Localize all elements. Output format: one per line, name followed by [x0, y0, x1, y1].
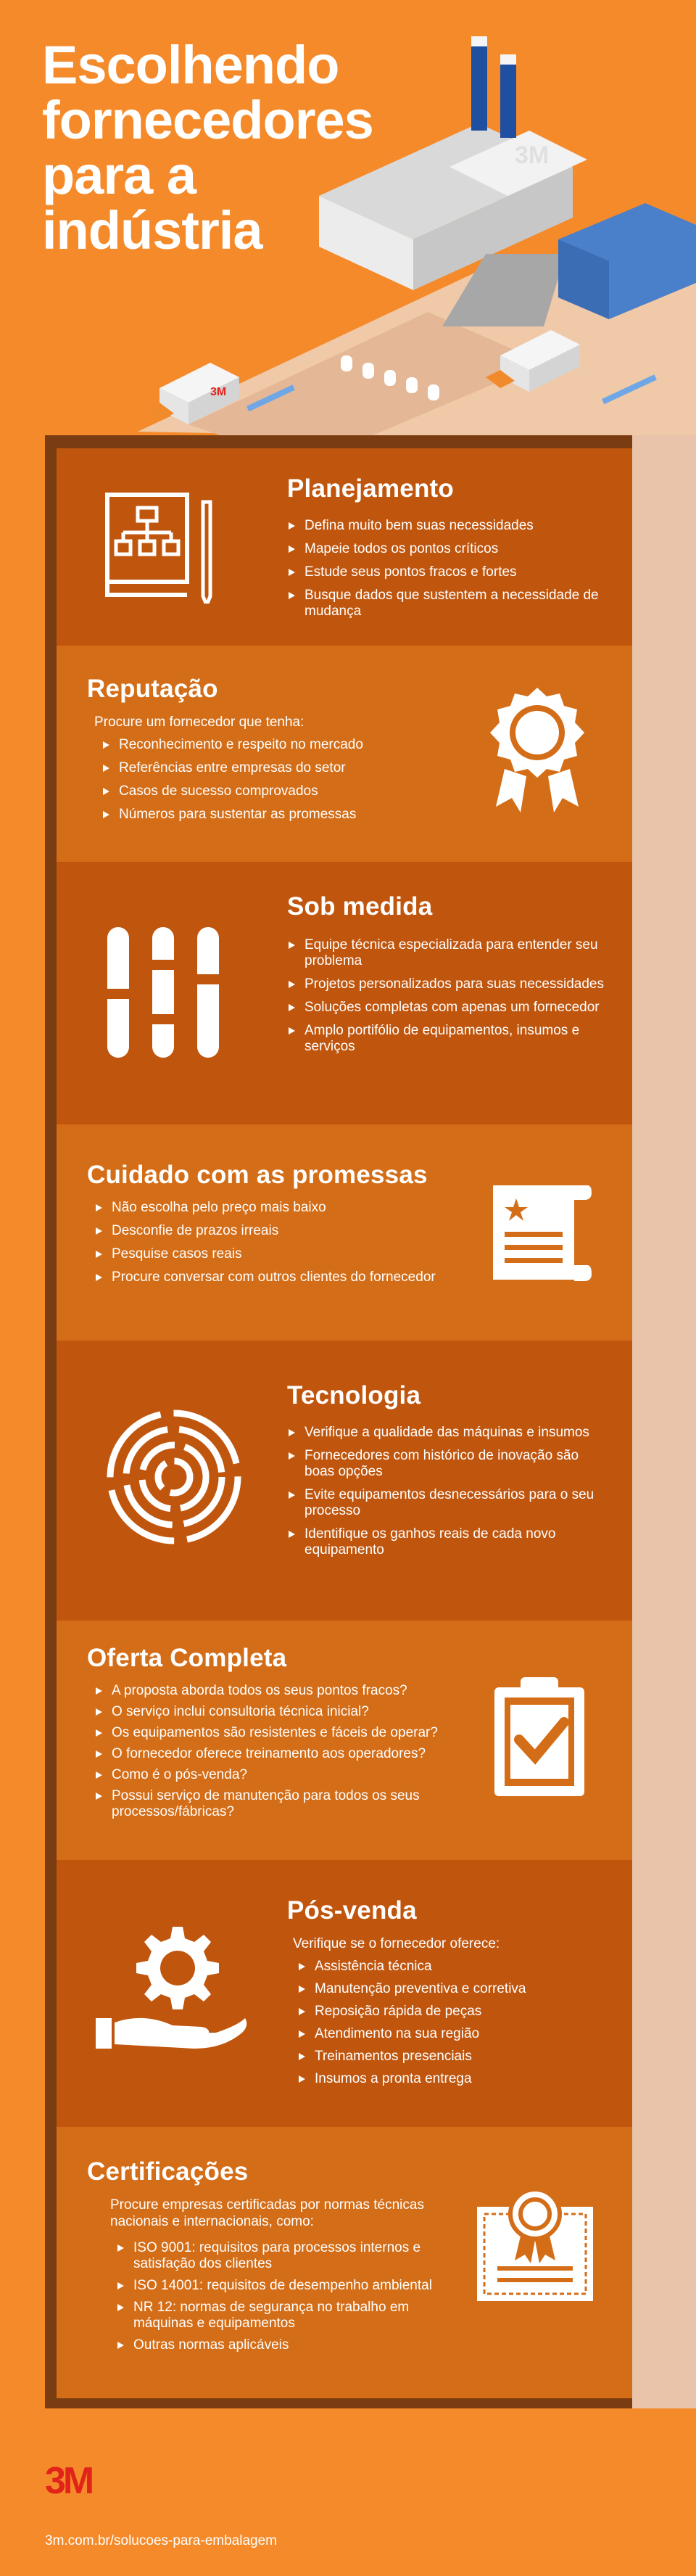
clipboard-check-icon	[489, 1670, 590, 1801]
list-item: Fornecedores com histórico de inovação são boas opções	[287, 1448, 606, 1480]
list-item: Manutenção preventiva e corretiva	[297, 1981, 609, 1997]
section-list	[287, 937, 606, 1062]
section-title: Pós-venda	[287, 1896, 417, 1925]
list-item: Mapeie todos os pontos críticos	[287, 541, 606, 557]
section-title: Planejamento	[287, 474, 454, 503]
building-logo: 3M	[515, 141, 550, 169]
section-title: Certificações	[87, 2157, 249, 2186]
section-certificacoes	[57, 2127, 632, 2398]
section-list	[287, 1425, 606, 1565]
list-item: Não escolha pelo preço mais baixo	[94, 1200, 471, 1216]
section-title: Oferta Completa	[87, 1644, 287, 1672]
list-item: Casos de sucesso comprovados	[102, 783, 493, 799]
list-item: NR 12: normas de segurança no trabalho em máquinas e equipamentos	[116, 2300, 450, 2332]
list-item: Insumos a pronta entrega	[297, 2071, 609, 2087]
concentric-circles-icon	[102, 1404, 246, 1550]
section-title: Sob medida	[287, 892, 433, 921]
list-item: ISO 9001: requisitos para processos internos e satisfação dos clientes	[116, 2240, 450, 2272]
list-item: Identifique os ganhos reais de cada novo equipamento	[287, 1526, 606, 1558]
section-list	[94, 1200, 471, 1293]
list-item: Referências entre empresas do setor	[102, 760, 493, 776]
section-tecnologia	[57, 1341, 632, 1621]
list-item: Outras normas aplicáveis	[116, 2337, 450, 2353]
title-line: indústria	[42, 200, 262, 260]
brand-logo: 3M	[45, 2460, 92, 2502]
list-item: O fornecedor oferece treinamento aos operadores?	[94, 1746, 515, 1762]
sliders-icon	[102, 920, 225, 1065]
footer-link[interactable]: 3m.com.br/solucoes-para-embalagem	[45, 2533, 277, 2548]
section-sob-medida	[57, 862, 632, 1124]
section-list	[297, 1959, 609, 2094]
list-item: Amplo portifólio de equipamentos, insumos e serviços	[287, 1023, 606, 1055]
list-item: O serviço inclui consultoria técnica inicial?	[94, 1704, 515, 1720]
flowchart-document-icon	[102, 487, 225, 604]
list-item: Pesquise casos reais	[94, 1246, 471, 1262]
list-item: Evite equipamentos desnecessários para o seu processo	[287, 1487, 606, 1519]
list-item: A proposta aborda todos os seus pontos fracos?	[94, 1683, 515, 1699]
title-line: para a	[42, 145, 196, 205]
truck-logo: 3M	[210, 386, 227, 398]
certificate-icon	[471, 2179, 599, 2307]
section-intro: Procure um fornecedor que tenha:	[94, 715, 304, 730]
list-item: Estude seus pontos fracos e fortes	[287, 564, 606, 580]
list-item: Assistência técnica	[297, 1959, 609, 1975]
section-cuidado	[57, 1124, 632, 1341]
section-list	[94, 1683, 515, 1825]
list-item: Procure conversar com outros clientes do fornecedor	[94, 1270, 471, 1285]
title-line: fornecedores	[42, 90, 373, 150]
list-item: Verifique a qualidade das máquinas e insumos	[287, 1425, 606, 1441]
section-planejamento	[57, 448, 632, 646]
section-list	[102, 737, 493, 830]
list-item: Atendimento na sua região	[297, 2026, 609, 2042]
list-item: Projetos personalizados para suas necessidades	[287, 976, 606, 992]
section-list	[287, 518, 606, 627]
section-intro: Verifique se o fornecedor oferece:	[293, 1936, 500, 1951]
section-reputacao	[57, 646, 632, 862]
title-line: Escolhendo	[42, 35, 339, 95]
section-title: Reputação	[87, 675, 218, 703]
list-item: Defina muito bem suas necessidades	[287, 518, 606, 534]
award-badge-icon	[483, 682, 592, 820]
list-item: Como é o pós-venda?	[94, 1767, 515, 1783]
list-item: Possui serviço de manutenção para todos os seus processos/fábricas?	[94, 1788, 515, 1820]
board-side	[632, 435, 696, 2408]
list-item: Busque dados que sustentem a necessidade de mudança	[287, 588, 606, 620]
list-item: Equipe técnica especializada para entender seu problema	[287, 937, 606, 969]
section-list	[116, 2240, 450, 2359]
list-item: Reposição rápida de peças	[297, 2004, 609, 2020]
list-item: Desconfie de prazos irreais	[94, 1223, 471, 1239]
factory-illustration	[138, 15, 696, 450]
list-item: Soluções completas com apenas um fornecedor	[287, 1000, 606, 1016]
list-item: Treinamentos presenciais	[297, 2049, 609, 2065]
section-intro: Procure empresas certificadas por normas técnicas nacionais e internacionais, como:	[110, 2197, 424, 2229]
hand-gear-icon	[93, 1917, 252, 2054]
section-title: Tecnologia	[287, 1381, 421, 1410]
list-item: Reconhecimento e respeito no mercado	[102, 737, 493, 753]
list-item: ISO 14001: requisitos de desempenho ambiental	[116, 2278, 450, 2294]
contract-scroll-icon	[486, 1172, 594, 1288]
list-item: Os equipamentos são resistentes e fáceis de operar?	[94, 1725, 515, 1741]
section-oferta-completa	[57, 1621, 632, 1860]
section-pos-venda	[57, 1860, 632, 2127]
list-item: Números para sustentar as promessas	[102, 807, 493, 823]
section-title: Cuidado com as promessas	[87, 1161, 428, 1189]
